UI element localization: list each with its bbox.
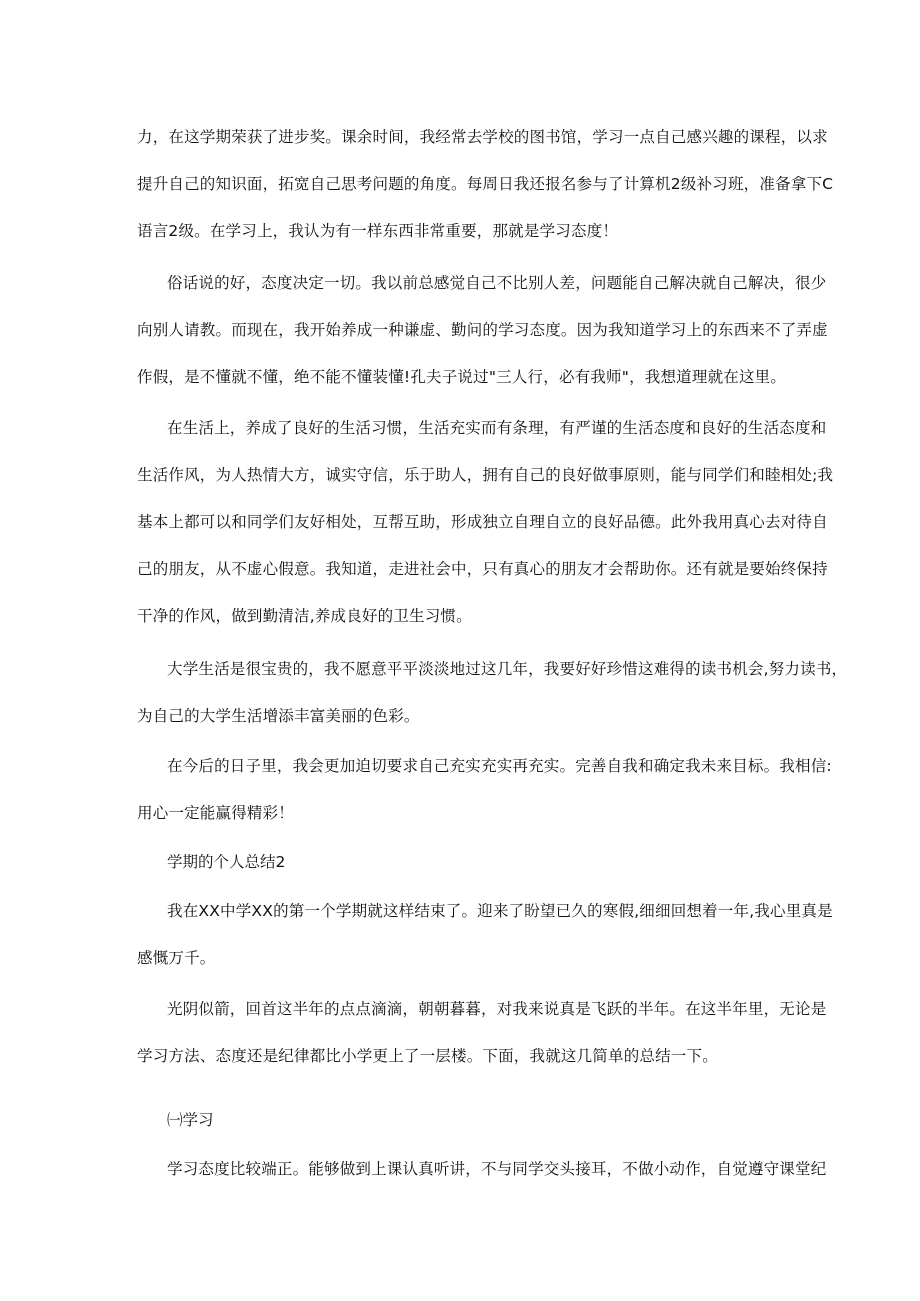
text-line: 为自己的大学生活增添丰富美丽的色彩。 <box>137 707 420 725</box>
text-line: 用心一定能赢得精彩！ <box>137 804 295 822</box>
text-line: 向别人请教。而现在，我开始养成一种谦虚、勤问的学习态度。因为我知道学习上的东西来不了弄虚 <box>137 321 828 339</box>
paragraph-semester-end <box>137 888 833 982</box>
paragraph-attitude <box>137 260 828 401</box>
text-line: 语言2级。在学习上，我认为有一样东西非常重要，那就是学习态度！ <box>137 222 619 240</box>
section-heading-study: ㈠学习 <box>167 1111 214 1129</box>
text-line: 基本上都可以和同学们友好相处，互帮互助，形成独立自理自立的良好品德。此外我用真心去对待自 <box>137 513 828 531</box>
section-heading-summary-2: 学期的个人总结2 <box>167 853 286 871</box>
paragraph-progress-award <box>137 114 834 255</box>
text-line: 学习方法、态度还是纪律都比小学更上了一层楼。下面，我就这几简单的总结一下。 <box>137 1047 718 1065</box>
text-line: 己的朋友，从不虚心假意。我知道，走进社会中，只有真心的朋友才会帮助你。还有就是要始终保持 <box>137 560 828 578</box>
paragraph-time-flies <box>137 986 827 1080</box>
text-line: 生活作风，为人热情大方，诚实守信，乐于助人，拥有自己的良好做事原则，能与同学们和睦相处;我 <box>137 466 834 484</box>
text-line: 我在XX中学XX的第一个学期就这样结束了。迎来了盼望已久的寒假,细细回想着一年,我心里真是 <box>167 902 833 920</box>
text-line: 力，在这学期荣获了进步奖。课余时间，我经常去学校的图书馆，学习一点自己感兴趣的课程，以求 <box>137 128 828 146</box>
paragraph-life-habits <box>137 405 834 640</box>
text-line: 光阴似箭，回首这半年的点点滴滴，朝朝暮暮，对我来说真是飞跃的半年。在这半年里，无论是 <box>167 1000 827 1018</box>
paragraph-study-attitude <box>137 1146 827 1193</box>
text-line: 作假，是不懂就不懂，绝不能不懂装懂!孔夫子说过"三人行，必有我师"，我想道理就在这里。 <box>137 368 787 386</box>
paragraph-future <box>137 743 832 837</box>
text-line: 干净的作风，做到勤清洁,养成良好的卫生习惯。 <box>137 607 472 625</box>
text-line: 在今后的日子里，我会更加迫切要求自己充实充实再充实。完善自我和确定我未来目标。我相信: <box>167 757 832 775</box>
text-line: 学习态度比较端正。能够做到上课认真听讲，不与同学交头接耳，不做小动作，自觉遵守课堂纪 <box>167 1160 827 1178</box>
text-line: 提升自己的知识面，拓宽自己思考问题的角度。每周日我还报名参与了计算机2级补习班，准备拿下C <box>137 175 834 193</box>
text-line: 在生活上，养成了良好的生活习惯，生活充实而有条理，有严谨的生活态度和良好的生活态度和 <box>167 419 827 437</box>
paragraph-college-life <box>137 646 848 740</box>
text-line: 大学生活是很宝贵的，我不愿意平平淡淡地过这几年，我要好好珍惜这难得的读书机会,努力读书， <box>167 660 848 678</box>
text-line: 俗话说的好，态度决定一切。我以前总感觉自己不比别人差，问题能自己解决就自己解决，很少 <box>167 274 827 292</box>
text-line: 感慨万千。 <box>137 949 216 967</box>
